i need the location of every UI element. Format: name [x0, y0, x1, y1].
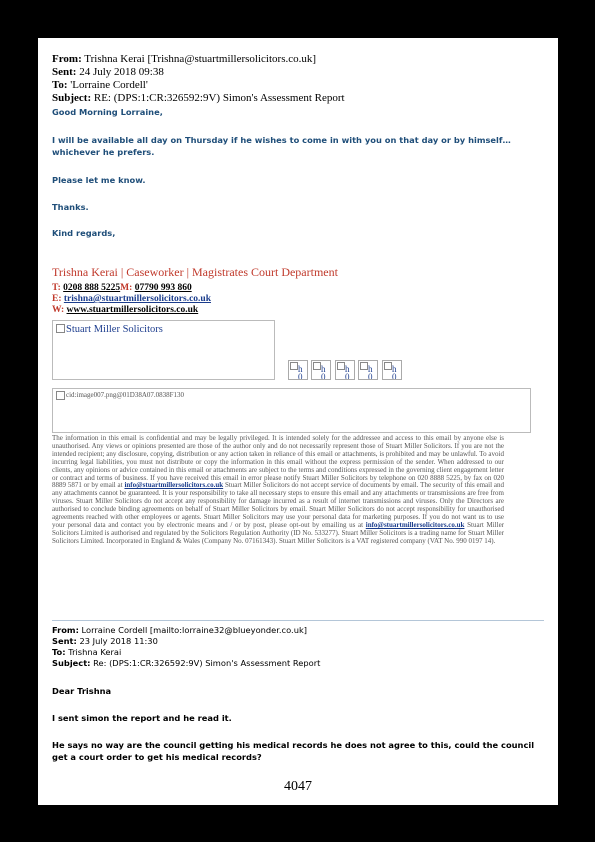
email1-paragraph: Please let me know.	[52, 175, 146, 185]
disclaimer-email-link[interactable]: info@stuartmillersolicitors.co.uk	[365, 520, 465, 529]
email1-to-line	[52, 79, 148, 92]
website-label: W:	[52, 305, 65, 315]
phone-value[interactable]: 0208 888 5225	[63, 283, 121, 293]
phone-label: T:	[52, 283, 61, 293]
social-icon-3[interactable]: h 0	[335, 360, 355, 380]
subject-value: Re: (DPS:1:CR:326592:9V) Simon's Assessment Report	[93, 658, 321, 668]
broken-image-icon	[384, 362, 392, 370]
page-number: 4047	[284, 779, 312, 794]
email1-greeting: Good Morning Lorraine,	[52, 107, 163, 117]
banner-image	[52, 388, 531, 433]
email1-sent-line	[52, 66, 164, 79]
email2-to-line	[52, 647, 121, 658]
social-icon-4[interactable]: h 0	[358, 360, 378, 380]
sent-label: Sent:	[52, 66, 77, 78]
company-logo-image[interactable]	[52, 320, 275, 380]
social-icon-1[interactable]: h 0	[288, 360, 308, 380]
sent-label: Sent:	[52, 636, 77, 646]
email1-subject-line	[52, 92, 345, 105]
signature-name-line: Trishna Kerai | Caseworker | Magistrates Court Department	[52, 265, 338, 279]
broken-image-icon	[56, 391, 65, 400]
to-label: To:	[52, 79, 68, 91]
website-link[interactable]: www.stuartmillersolicitors.co.uk	[66, 305, 199, 315]
email2-from-line	[52, 625, 307, 636]
email1-paragraph: I will be available all day on Thursday if he wishes to come in with you on that day or by himself…whichever he prefers.	[52, 135, 511, 157]
sent-value: 23 July 2018 11:30	[79, 636, 158, 646]
broken-image-icon	[313, 362, 321, 370]
from-label: From:	[52, 625, 79, 635]
email-link[interactable]: trishna@stuartmillersolicitors.co.uk	[63, 294, 211, 304]
subject-label: Subject:	[52, 92, 92, 104]
banner-alt-text: cid:image007.png@01D38A07.0838F130	[56, 391, 184, 400]
from-value: Lorraine Cordell [mailto:lorraine32@blueyonder.co.uk]	[81, 625, 307, 635]
mobile-label: M:	[120, 283, 133, 293]
broken-image-icon	[337, 362, 345, 370]
email2-subject-line	[52, 658, 320, 669]
email1-closing: Kind regards,	[52, 228, 116, 238]
to-value: 'Lorraine Cordell'	[70, 79, 148, 91]
mobile-value[interactable]: 07790 993 860	[134, 283, 192, 293]
sent-value: 24 July 2018 09:38	[79, 66, 164, 78]
email2-paragraph: I sent simon the report and he read it.	[52, 713, 232, 723]
legal-disclaimer: The information in this email is confidential and may be legally privileged. It is intended solely for the addressee and access to this email by anyone else is unauthorised. Any views or opinions presented are those of the author only and do not necessarily represent those of Stuart Miller Solicitors. If you are not the intended recipient; any disclosure, copying, distribution or any action taken in reliance of this email or attachments, is prohibited and may be unlawful. To avoid incurring legal liabilities, you must not distribute or copy the information in this email without the express permission of the sender. When addressed to our clients, any opinions or advice contained in this email or attachments are subject to the terms and conditions expressed in the governing client engagement letter or contract and terms of business. If you have received this email in error please notify Stuart Miller Solicitors by telephone on 020 8888 5225, by fax on 020 8889 5871 or by email at info@stuartmillersolicitors.co.uk Stuart Miller Solicitors do not accept service of documents by email. The security of this email and any attachments cannot be guaranteed. It is your responsibility to take all necessary steps to ensure this email and any attachments or transmissions are free from viruses. Stuart Miller Solicitors do not accept any responsibility for damage incurred as a result of internet transmissions and viruses. Only the Directors are authorised to conclude binding agreements on behalf of Stuart Miller Solicitors by email. Stuart Miller Solicitors do not accept responsibility for unauthorised agreements reached with other employees or agents. Stuart Miller Solicitors may use your personal data for marketing purposes. If you do not want us to use your personal data and contact you by electronic means and / or by post, please opt-out by emailing us at info@stuartmillersolicitors.co.uk Stuart Miller Solicitors Limited is authorised and regulated by the Solicitors Regulation Authority (ID No. 533277). Stuart Miller Solicitors is a trading name for Stuart Miller Solicitors Limited. Incorporated in England & Wales (Company No. 07161343). Stuart Miller Solicitors is a VAT registered company (VAT No. 990 0197 14).	[52, 434, 505, 545]
signature-email-line	[52, 294, 211, 305]
subject-value: RE: (DPS:1:CR:326592:9V) Simon's Assessment Report	[93, 92, 345, 104]
email1-paragraph: Thanks.	[52, 202, 89, 212]
logo-alt-text: Stuart Miller Solicitors	[56, 324, 163, 335]
disclaimer-email-link[interactable]: info@stuartmillersolicitors.co.uk	[124, 481, 224, 490]
broken-image-icon	[56, 324, 65, 333]
signature-website-line	[52, 305, 198, 316]
social-icon-2[interactable]: h 0	[311, 360, 331, 380]
document-page	[38, 38, 558, 805]
broken-image-icon	[290, 362, 298, 370]
from-value: Trishna Kerai [Trishna@stuartmillersolicitors.co.uk]	[84, 53, 317, 65]
broken-image-icon	[360, 362, 368, 370]
signature-phone-line	[52, 283, 192, 294]
email-label: E:	[52, 294, 62, 304]
subject-label: Subject:	[52, 658, 91, 668]
email1-from-line	[52, 53, 316, 66]
to-value: Trishna Kerai	[68, 647, 122, 657]
email-separator	[52, 620, 544, 621]
email2-greeting: Dear Trishna	[52, 686, 112, 696]
to-label: To:	[52, 647, 66, 657]
from-label: From:	[52, 53, 82, 65]
social-icon-5[interactable]: h 0	[382, 360, 402, 380]
email2-paragraph: He says no way are the council getting his medical records he does not agree to this, could the council get a court order to get his medical records?	[52, 740, 535, 762]
email2-sent-line	[52, 636, 158, 647]
